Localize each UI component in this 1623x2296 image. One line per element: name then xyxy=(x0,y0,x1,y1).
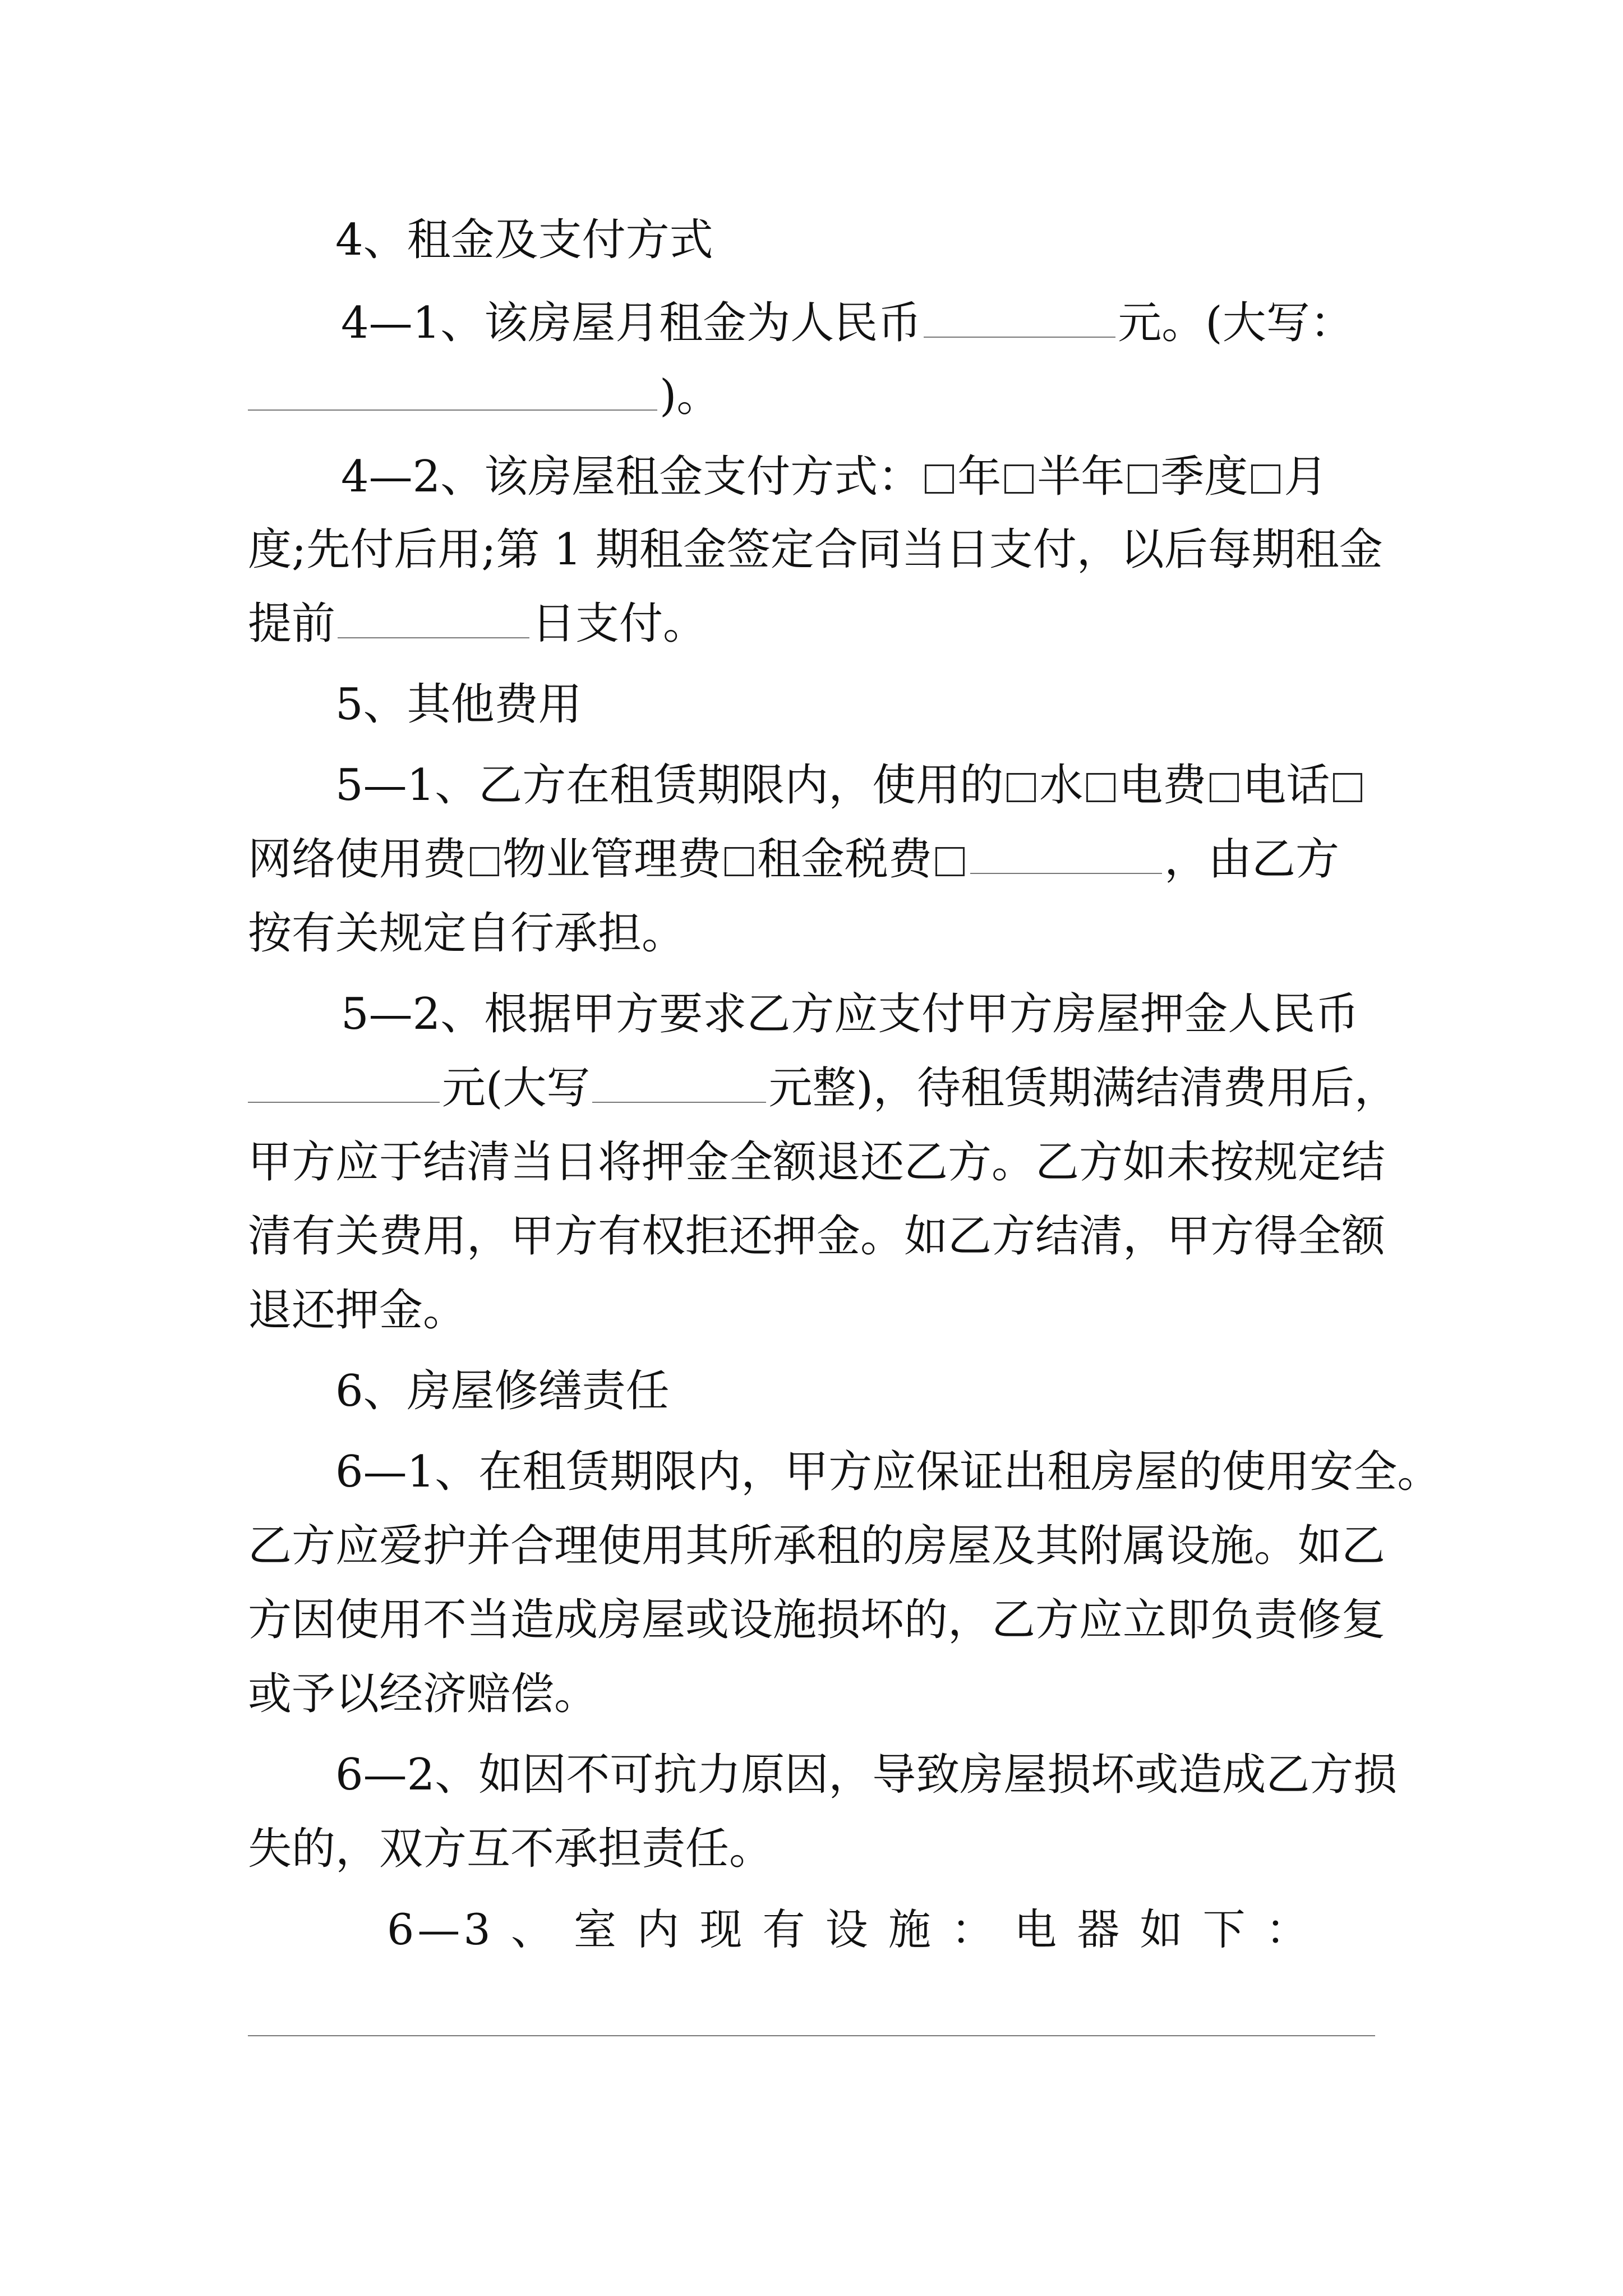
clause-5-2-line-3: 甲方应于结清当日将押金全额退还乙方。乙方如未按规定结 xyxy=(248,1137,1386,1188)
clause-5-1-line-3: 按有关规定自行承担。 xyxy=(248,908,686,959)
clause-5-2-text-3: 元整)，待租赁期满结清费用后， xyxy=(768,1063,1398,1114)
option-network-label: 网络使用费 xyxy=(248,834,467,885)
clause-4-2-text-3: 提前 xyxy=(248,599,336,649)
clause-4-1-text-2: 元。(大写： xyxy=(1118,298,1354,348)
clause-6-3-line-1: 6—3 、 室 内 现 有 设 施 ： 电 器 如 下 ： xyxy=(387,1904,1312,1954)
clause-4-2-text: 4—2、该房屋租金支付方式： xyxy=(341,452,922,502)
clause-5-2-text-2: 元(大写 xyxy=(442,1063,591,1114)
clause-4-2-line-2: 度;先付后用;第 1 期租金签定合同当日支付，以后每期租金 xyxy=(248,524,1383,575)
checkbox-quarter[interactable] xyxy=(1128,464,1157,494)
option-water-label: 水 xyxy=(1039,760,1083,811)
section-6-heading: 6、房屋修缮责任 xyxy=(335,1366,670,1416)
clause-5-1-text: 5—1、乙方在租赁期限内，使用的 xyxy=(335,760,1004,811)
clause-6-1-line-3: 方因使用不当造成房屋或设施损坏的，乙方应立即负责修复 xyxy=(248,1595,1386,1645)
other-fee-blank[interactable] xyxy=(970,837,1162,874)
section-4-heading: 4、租金及支付方式 xyxy=(335,215,713,265)
clause-6-1-line-4: 或予以经济赔偿。 xyxy=(248,1669,598,1719)
checkbox-property-fee[interactable] xyxy=(470,847,499,876)
clause-4-1-line-2 xyxy=(248,368,720,424)
option-tax-label: 租金税费 xyxy=(757,834,933,885)
advance-days-blank[interactable] xyxy=(338,601,529,638)
checkbox-other-fee[interactable] xyxy=(935,847,965,876)
monthly-rent-uppercase-blank[interactable] xyxy=(248,374,657,411)
clause-5-2-line-4: 清有关费用，甲方有权拒还押金。如乙方结清，甲方得全额 xyxy=(248,1211,1386,1262)
checkbox-network[interactable] xyxy=(1333,773,1362,802)
checkbox-electricity[interactable] xyxy=(1086,773,1115,802)
monthly-rent-blank[interactable] xyxy=(924,301,1115,338)
checkbox-rent-tax[interactable] xyxy=(725,847,754,876)
clause-5-1-line-1 xyxy=(335,757,1366,813)
checkbox-month[interactable] xyxy=(1251,464,1280,494)
facilities-fill-line[interactable] xyxy=(248,2035,1375,2036)
checkbox-year[interactable] xyxy=(925,464,954,494)
clause-5-2-line-1: 5—2、根据甲方要求乙方应支付甲方房屋押金人民币 xyxy=(341,989,1359,1039)
clause-4-2-line-1 xyxy=(341,449,1327,505)
deposit-uppercase-blank[interactable] xyxy=(592,1066,766,1103)
clause-5-2-line-2 xyxy=(248,1060,1398,1116)
clause-5-1-line-2 xyxy=(248,831,1339,887)
deposit-amount-blank[interactable] xyxy=(248,1066,440,1103)
clause-4-1-text-3: )。 xyxy=(660,371,721,421)
clause-6-1-line-1: 6—1、在租赁期限内，甲方应保证出租房屋的使用安全。 xyxy=(335,1447,1441,1497)
option-electricity-label: 电费 xyxy=(1119,760,1207,811)
option-quarter-label: 季度 xyxy=(1160,452,1248,502)
clause-4-1-text: 4—1、该房屋月租金为人民币 xyxy=(341,298,922,348)
clause-4-2-line-3 xyxy=(248,596,707,652)
checkbox-water[interactable] xyxy=(1007,773,1036,802)
clause-5-2-line-5: 退还押金。 xyxy=(248,1285,467,1336)
section-5-heading: 5、其他费用 xyxy=(335,679,582,730)
checkbox-half-year[interactable] xyxy=(1004,464,1034,494)
option-property-label: 物业管理费 xyxy=(502,834,722,885)
clause-6-1-line-2: 乙方应爱护并合理使用其所承租的房屋及其附属设施。如乙 xyxy=(248,1521,1386,1571)
clause-6-2-line-1: 6—2、如因不可抗力原因，导致房屋损坏或造成乙方损 xyxy=(335,1750,1398,1800)
option-year-label: 年 xyxy=(957,452,1002,502)
clause-5-1-text-2: ，由乙方 xyxy=(1164,834,1340,885)
option-half-year-label: 半年 xyxy=(1037,452,1125,502)
clause-4-2-text-4: 日支付。 xyxy=(532,599,707,649)
checkbox-phone[interactable] xyxy=(1210,773,1239,802)
option-phone-label: 电话 xyxy=(1242,760,1330,811)
clause-4-1-line-1 xyxy=(341,295,1354,351)
option-month-label: 月 xyxy=(1284,452,1328,502)
clause-6-2-line-2: 失的，双方互不承担责任。 xyxy=(248,1824,773,1874)
